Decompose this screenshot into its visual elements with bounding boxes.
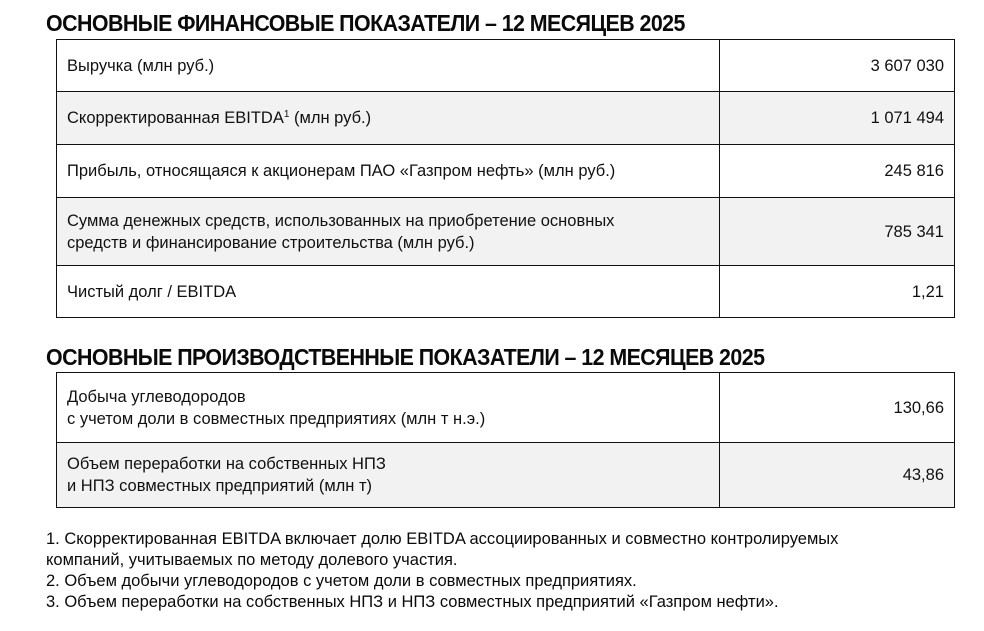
hydrocarbon-production-label-line2: с учетом доли в совместных предприятиях (млн т н.э.) [67,409,486,428]
capex-label-line1: Сумма денежных средств, использованных на приобретение основных [67,211,615,230]
capex-label-line2: средств и финансирование строительства (млн руб.) [67,233,475,252]
footnote-marker: 1 [283,109,290,120]
hydrocarbon-production-label-line1: Добыча углеводородов [67,387,246,406]
table-row-net-debt-ebitda [57,266,955,318]
footnote-3 [46,592,976,613]
footnote-1 [46,529,976,571]
table-row-refining-volume [57,443,955,508]
table-row-adjusted-ebitda [57,92,955,145]
adjusted-ebitda-label-unit: (млн руб.) [289,109,372,127]
revenue-value: 3 607 030 [720,40,955,92]
table-row-net-profit [57,145,955,198]
table-row-revenue [57,40,955,92]
capex-value: 785 341 [720,198,955,266]
adjusted-ebitda-label [57,92,720,145]
table-row-hydrocarbon-production [57,373,955,443]
financial-indicators-table [56,39,955,318]
footnote-3-line1: 3. Объем переработки на собственных НПЗ и НПЗ совместных предприятий «Газпром нефти». [46,593,779,611]
footnote-1-line1: 1. Скорректированная EBITDA включает долю EBITDA ассоциированных и совместно контролируемых [46,530,839,548]
revenue-label: Выручка (млн руб.) [57,40,720,92]
hydrocarbon-production-label [57,373,720,443]
footnotes [46,529,976,613]
financial-section-title: ОСНОВНЫЕ ФИНАНСОВЫЕ ПОКАЗАТЕЛИ – 12 МЕСЯЦЕВ 2025 [46,10,685,36]
net-debt-ebitda-label: Чистый долг / EBITDA [57,266,720,318]
net-profit-value: 245 816 [720,145,955,198]
net-debt-ebitda-value: 1,21 [720,266,955,318]
production-indicators-table [56,372,955,508]
table-row-capex [57,198,955,266]
net-profit-label: Прибыль, относящаяся к акционерам ПАО «Газпром нефть» (млн руб.) [57,145,720,198]
adjusted-ebitda-label-text: Скорректированная EBITDA [67,109,284,127]
refining-volume-label [57,443,720,508]
refining-volume-label-line2: и НПЗ совместных предприятий (млн т) [67,477,373,495]
refining-volume-value: 43,86 [720,443,955,508]
footnote-1-line2: компаний, учитываемых по методу долевого участия. [46,551,458,569]
refining-volume-label-line1: Объем переработки на собственных НПЗ [67,455,386,473]
capex-label [57,198,720,266]
footnote-2 [46,571,976,592]
adjusted-ebitda-value: 1 071 494 [720,92,955,145]
footnote-2-line1: 2. Объем добычи углеводородов с учетом доли в совместных предприятиях. [46,572,637,590]
production-section-title: ОСНОВНЫЕ ПРОИЗВОДСТВЕННЫЕ ПОКАЗАТЕЛИ – 12 МЕСЯЦЕВ 2025 [46,344,765,370]
hydrocarbon-production-value: 130,66 [720,373,955,443]
